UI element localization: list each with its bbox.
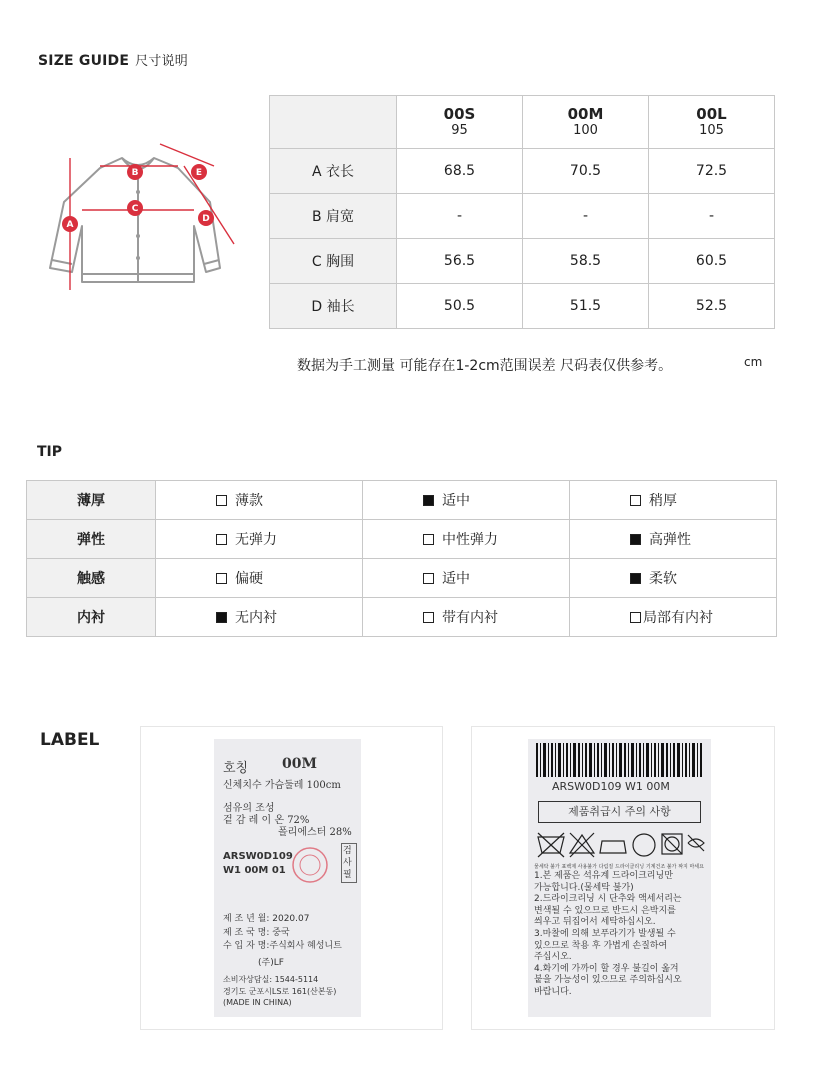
care-icon-captions: 물세탁 불가 표백제 사용불가 다림질 드라이클리닝 기계건조 불가 짜지 마세요 xyxy=(534,864,704,870)
tag-size-prefix: 호칭 xyxy=(223,761,249,776)
checkbox-checked-icon xyxy=(423,495,434,506)
tip-option: 无内衬 xyxy=(156,598,363,637)
tag-inspection: 검사필 xyxy=(341,843,357,883)
cell-value: 72.5 xyxy=(649,149,775,194)
cell-value: 50.5 xyxy=(397,284,523,329)
size-row-shoulder xyxy=(270,194,775,239)
care-code: ARSW0D109 W1 00M xyxy=(552,780,670,793)
row-label: D 袖长 xyxy=(270,284,397,329)
care-symbols xyxy=(536,829,706,863)
tip-table xyxy=(26,480,777,637)
checkbox-icon xyxy=(216,495,227,506)
checkbox-checked-icon xyxy=(630,573,641,584)
tip-row-lining xyxy=(27,598,777,637)
tip-option: 适中 xyxy=(363,559,570,598)
tag-code-2: W1 00M 01 xyxy=(223,865,286,876)
tip-option: 中性弹力 xyxy=(363,520,570,559)
tag-importer: 수 입 자 명:주식회사 혜성니트 xyxy=(223,941,342,951)
tip-row-label: 触感 xyxy=(27,559,156,598)
cell-value: - xyxy=(523,194,649,239)
garment-measure-diagram xyxy=(38,140,253,300)
care-label-photo xyxy=(471,726,775,1030)
tip-option: 局部有内衬 xyxy=(570,598,777,637)
care-title: 제품취급시 주의 사항 xyxy=(538,801,701,823)
care-instructions: 1.본 제품은 석유계 드라이크리닝만 가능합니다.(물세탁 불가) 2.드라이크리닝 시 단추와 액세서리는 변색될 수 있으므로 반드시 은박지를 씌우고 뒤집어서 세탁하십시오. 3.마찰에 의해 보푸라기가 발생될 수 있으므로 착용 후 가볍게 손질하여 주십시오. 4.화기에 가까이 할 경우 불길이 옮겨 붙을 가능성이 있으므로 주의하십시오 바랍니다. xyxy=(534,871,682,997)
checkbox-icon xyxy=(630,612,641,623)
size-guide-subtitle: 尺寸说明 xyxy=(135,54,188,69)
size-header-corner xyxy=(270,96,397,149)
tag-date: 제 조 년 월: 2020.07 xyxy=(223,914,310,924)
tip-option: 稍厚 xyxy=(570,481,777,520)
cell-value: 68.5 xyxy=(397,149,523,194)
tip-row-touch xyxy=(27,559,777,598)
tip-title: TIP xyxy=(37,444,63,460)
checkbox-icon xyxy=(423,573,434,584)
row-label: B 肩宽 xyxy=(270,194,397,239)
tip-row-label: 弹性 xyxy=(27,520,156,559)
size-col-00l: 00L 105 xyxy=(649,96,775,149)
tip-row-thickness xyxy=(27,481,777,520)
size-guide-title: SIZE GUIDE 尺寸说明 xyxy=(38,53,188,69)
checkbox-icon xyxy=(216,534,227,545)
tag-size: 00M xyxy=(282,756,317,772)
checkbox-checked-icon xyxy=(630,534,641,545)
row-label: C 胸围 xyxy=(270,239,397,284)
tag-fiber-2: 폴리에스터 28% xyxy=(278,827,352,838)
size-row-length xyxy=(270,149,775,194)
cell-value: - xyxy=(397,194,523,239)
size-table xyxy=(269,95,775,329)
tag-address: 경기도 군포시LS로 161(산본동) xyxy=(223,987,337,996)
cell-value: 56.5 xyxy=(397,239,523,284)
tip-row-label: 薄厚 xyxy=(27,481,156,520)
tag-fiber-title: 섬유의 조성 xyxy=(223,803,275,814)
measurement-note: 数据为手工测量 可能存在1-2cm范围误差 尺码表仅供参考。 xyxy=(297,358,673,374)
svg-text:D: D xyxy=(202,214,210,224)
tip-row-label: 内衬 xyxy=(27,598,156,637)
tag-fiber-1: 겉 감 레 이 온 72% xyxy=(223,815,310,826)
tip-option: 高弹性 xyxy=(570,520,777,559)
size-row-chest xyxy=(270,239,775,284)
size-col-00m: 00M 100 xyxy=(523,96,649,149)
tag-country: 제 조 국 명: 중국 xyxy=(223,928,290,938)
tip-option: 带有内衬 xyxy=(363,598,570,637)
tip-option: 适中 xyxy=(363,481,570,520)
cell-value: 60.5 xyxy=(649,239,775,284)
label-title: LABEL xyxy=(40,730,100,750)
tag-contact: 소비자상담실: 1544-5114 xyxy=(223,975,319,984)
checkbox-icon xyxy=(216,573,227,584)
checkbox-icon xyxy=(423,534,434,545)
cell-value: 52.5 xyxy=(649,284,775,329)
tag-chest: 신체치수 가슴둘레 100cm xyxy=(223,780,341,791)
tag-code-1: ARSW0D109 xyxy=(223,851,293,862)
tip-option: 无弹力 xyxy=(156,520,363,559)
checkbox-icon xyxy=(423,612,434,623)
barcode-icon xyxy=(536,743,703,777)
cell-value: 58.5 xyxy=(523,239,649,284)
cell-value: 51.5 xyxy=(523,284,649,329)
cell-value: - xyxy=(649,194,775,239)
size-label-tag xyxy=(214,739,361,1017)
size-label-photo xyxy=(140,726,443,1030)
svg-text:C: C xyxy=(131,204,139,214)
checkbox-icon xyxy=(630,495,641,506)
tag-company: (주)LF xyxy=(258,958,284,968)
tip-option: 偏硬 xyxy=(156,559,363,598)
svg-text:E: E xyxy=(195,168,203,178)
cell-value: 70.5 xyxy=(523,149,649,194)
care-label-tag xyxy=(528,739,711,1017)
unit-label: cm xyxy=(744,355,763,369)
inspection-stamp-icon xyxy=(289,843,331,887)
tip-option: 薄款 xyxy=(156,481,363,520)
measure-line-e xyxy=(160,144,214,166)
row-label: A 衣长 xyxy=(270,149,397,194)
tip-option: 柔软 xyxy=(570,559,777,598)
tip-row-elasticity xyxy=(27,520,777,559)
tag-made-in: (MADE IN CHINA) xyxy=(223,998,292,1007)
size-row-sleeve xyxy=(270,284,775,329)
checkbox-checked-icon xyxy=(216,612,227,623)
svg-text:A: A xyxy=(66,220,74,230)
size-col-00s: 00S 95 xyxy=(397,96,523,149)
size-header-row xyxy=(270,96,775,149)
svg-text:B: B xyxy=(131,168,139,178)
